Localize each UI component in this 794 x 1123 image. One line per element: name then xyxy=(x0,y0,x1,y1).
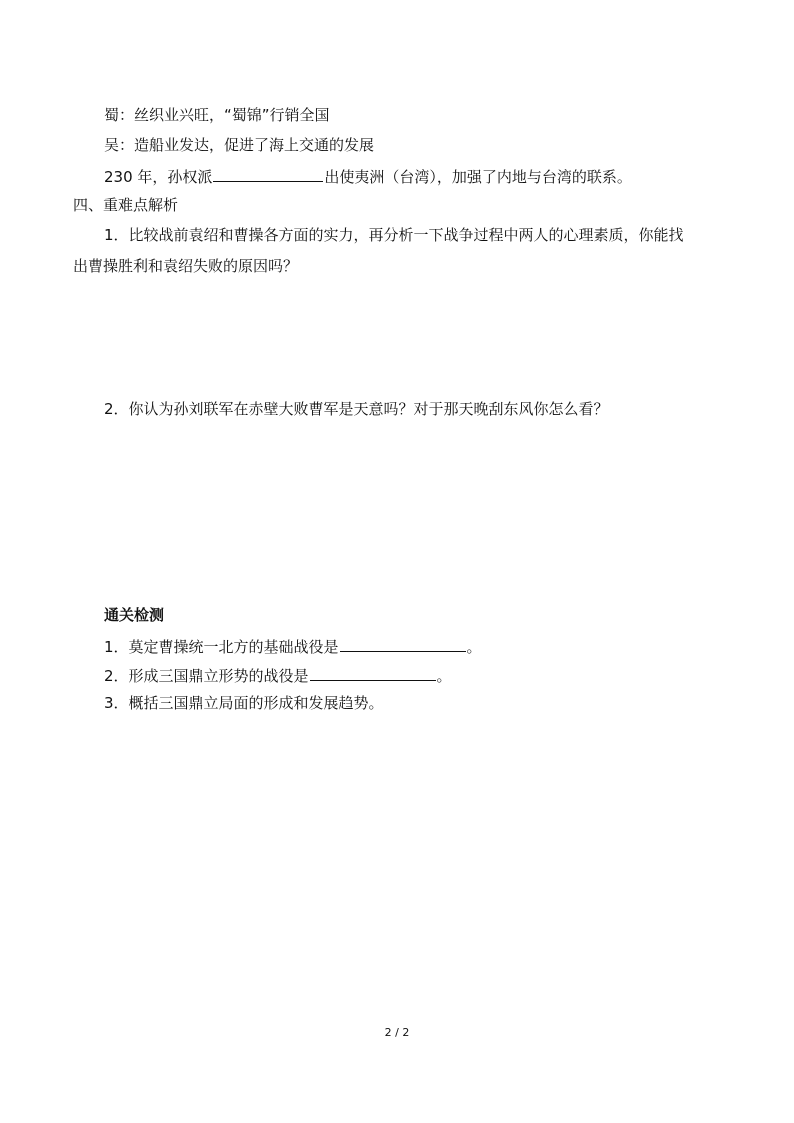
test-heading: 通关检测 xyxy=(104,606,165,624)
test-q2-text: 2．形成三国鼎立形势的战役是 xyxy=(104,667,309,685)
question2: 2．你认为孙刘联军在赤壁大败曹军是天意吗？对于那天晚刮东风你怎么看？ xyxy=(104,400,609,418)
test-q1-text: 1．莫定曹操统一北方的基础战役是 xyxy=(104,638,339,656)
question1-line2: 出曹操胜利和袁绍失败的原因吗？ xyxy=(73,257,299,275)
wu-line: 吴：造船业发达，促进了海上交通的发展 xyxy=(104,136,375,154)
test-question2 xyxy=(104,664,452,686)
test-question3: 3．概括三国鼎立局面的形成和发展趋势。 xyxy=(104,694,384,712)
test-q2-end: 。 xyxy=(436,667,452,685)
test-q1-end: 。 xyxy=(466,638,482,656)
section4-heading: 四、重难点解析 xyxy=(73,196,179,214)
fill-blank[interactable] xyxy=(213,165,323,182)
fill-blank[interactable] xyxy=(340,635,466,652)
page-number: 2 / 2 xyxy=(384,1026,410,1039)
taiwan-text-before: 230 年，孙权派 xyxy=(104,168,213,186)
taiwan-text-after: 出使夷洲（台湾），加强了内地与台湾的联系。 xyxy=(324,168,632,186)
question1-line1: 1．比较战前袁绍和曹操各方面的实力，再分析一下战争过程中两人的心理素质，你能找 xyxy=(104,226,684,244)
taiwan-line xyxy=(104,165,632,187)
test-question1 xyxy=(104,635,482,657)
fill-blank[interactable] xyxy=(310,664,436,681)
shu-line: 蜀：丝织业兴旺，“蜀锦”行销全国 xyxy=(104,106,330,124)
